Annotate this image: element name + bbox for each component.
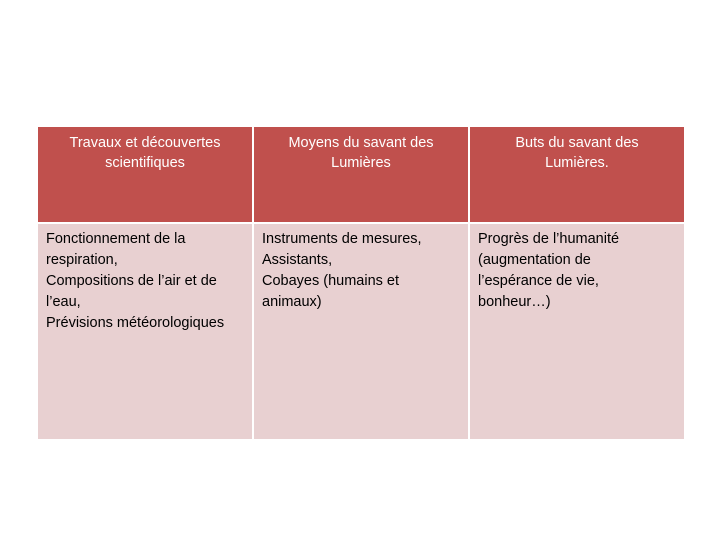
cell-travaux-line-1: Fonctionnement de la xyxy=(46,231,186,247)
header-row xyxy=(37,126,685,223)
header-buts-line-2: Lumières. xyxy=(545,155,609,171)
cell-buts-line-4: bonheur…) xyxy=(478,294,551,310)
header-buts xyxy=(469,126,685,223)
cell-travaux-line-2: respiration, xyxy=(46,252,118,268)
cell-buts xyxy=(469,223,685,440)
header-moyens-line-2: Lumières xyxy=(331,155,391,171)
cell-travaux xyxy=(37,223,253,440)
header-travaux-line-2: scientifiques xyxy=(105,155,185,171)
header-moyens xyxy=(253,126,469,223)
cell-moyens xyxy=(253,223,469,440)
cell-buts-line-1: Progrès de l’humanité xyxy=(478,231,620,247)
header-travaux-line-1: Travaux et découvertes xyxy=(69,135,221,151)
cell-travaux-line-4: l’eau, xyxy=(46,294,81,310)
cell-moyens-line-3: Cobayes (humains et xyxy=(262,273,400,289)
cell-buts-line-2: (augmentation de xyxy=(478,252,591,268)
body-row xyxy=(37,223,685,440)
cell-moyens-line-1: Instruments de mesures, xyxy=(262,231,422,247)
cell-buts-line-3: l’espérance de vie, xyxy=(478,273,599,289)
cell-travaux-line-5: Prévisions météorologiques xyxy=(46,315,225,331)
cell-moyens-line-2: Assistants, xyxy=(262,252,333,268)
cell-moyens-line-4: animaux) xyxy=(262,294,322,310)
header-buts-line-1: Buts du savant des xyxy=(515,135,639,151)
comparison-table xyxy=(36,125,686,441)
cell-travaux-line-3: Compositions de l’air et de xyxy=(46,273,217,289)
header-travaux xyxy=(37,126,253,223)
header-moyens-line-1: Moyens du savant des xyxy=(288,135,434,151)
